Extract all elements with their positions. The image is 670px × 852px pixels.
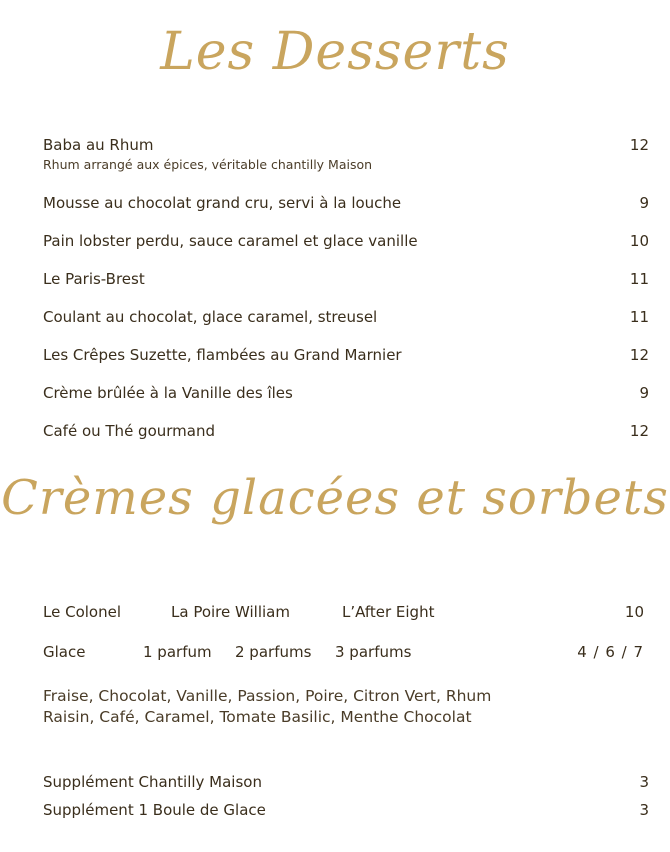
glaces-title: Crèmes glacées et sorbets	[1, 470, 669, 526]
menu-item	[43, 308, 649, 326]
item-name: Mousse au chocolat grand cru, servi à la louche	[43, 194, 402, 212]
coupes-price: 10	[624, 603, 644, 621]
glace-prices: 4 / 6 / 7	[577, 643, 644, 661]
item-name: Café ou Thé gourmand	[43, 422, 216, 440]
item-name: Coulant au chocolat, glace caramel, streusel	[43, 308, 378, 326]
glace-option: 1 parfum	[143, 643, 212, 661]
glace-label: Glace	[43, 643, 86, 661]
item-price: 11	[629, 270, 649, 288]
flavors-list: Fraise, Chocolat, Vanille, Passion, Poire, Citron Vert, Rhum Raisin, Café, Caramel, Tomate Basilic, Menthe Chocolat	[43, 687, 492, 726]
menu-item	[43, 384, 649, 402]
supplement-price: 3	[639, 801, 649, 819]
menu-item	[43, 422, 649, 440]
glace-option: 3 parfums	[335, 643, 412, 661]
item-description: Rhum arrangé aux épices, véritable chantilly Maison	[43, 157, 373, 172]
item-name: Pain lobster perdu, sauce caramel et glace vanille	[43, 232, 418, 250]
item-price: 12	[629, 346, 649, 364]
supplement-item	[43, 801, 649, 819]
supplement-item	[43, 773, 649, 791]
coupe-name: La Poire William	[171, 603, 290, 621]
coupe-name: Le Colonel	[43, 603, 121, 621]
item-name: Les Crêpes Suzette, flambées au Grand Marnier	[43, 346, 402, 364]
menu-item	[43, 232, 649, 250]
item-price: 10	[629, 232, 649, 250]
item-name: Baba au Rhum	[43, 136, 154, 154]
item-price: 9	[639, 384, 649, 402]
supplement-price: 3	[639, 773, 649, 791]
item-name: Crème brûlée à la Vanille des îles	[43, 384, 293, 402]
menu-item	[43, 346, 649, 364]
menu-item	[43, 194, 649, 212]
item-price: 12	[629, 422, 649, 440]
item-price: 11	[629, 308, 649, 326]
menu-item	[43, 136, 649, 154]
item-name: Le Paris-Brest	[43, 270, 145, 288]
glace-option: 2 parfums	[235, 643, 312, 661]
coupe-name: L’After Eight	[342, 603, 435, 621]
desserts-title: Les Desserts	[160, 22, 510, 82]
supplement-name: Supplément Chantilly Maison	[43, 773, 262, 791]
item-price: 12	[629, 136, 649, 154]
item-price: 9	[639, 194, 649, 212]
menu-item	[43, 270, 649, 288]
supplement-name: Supplément 1 Boule de Glace	[43, 801, 266, 819]
